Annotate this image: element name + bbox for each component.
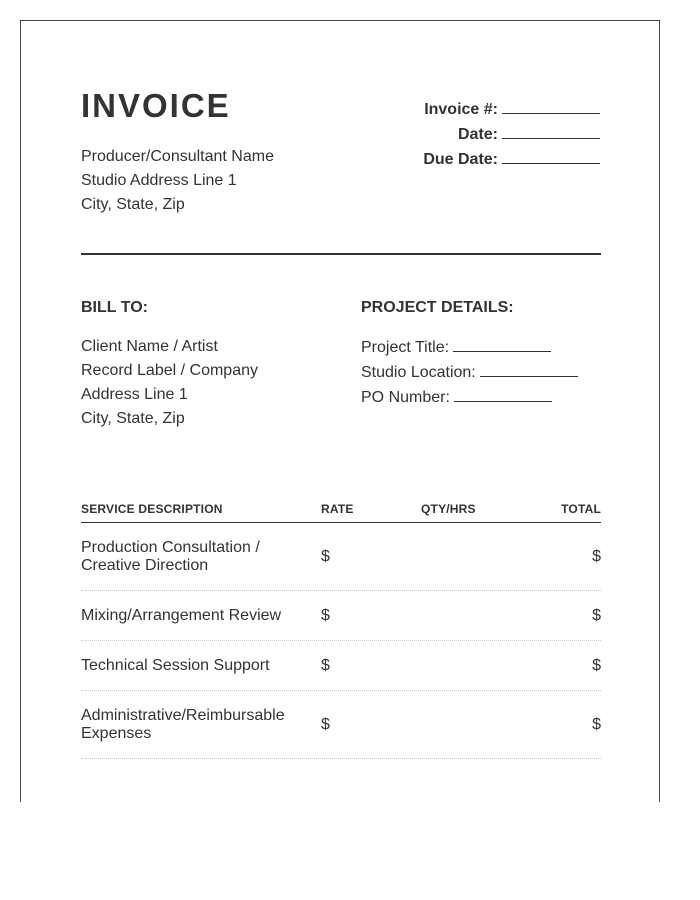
client-name: Client Name / Artist xyxy=(81,338,218,355)
invoice-page xyxy=(20,20,660,802)
sender-address-line: Studio Address Line 1 xyxy=(81,172,237,189)
row-total[interactable]: $ xyxy=(592,715,601,733)
table-row xyxy=(81,641,601,691)
invoice-date-label: Date: xyxy=(457,126,498,143)
due-date-field[interactable] xyxy=(502,147,600,164)
bill-to-heading: BILL TO: xyxy=(81,299,148,316)
row-total[interactable]: $ xyxy=(592,656,601,674)
table-header xyxy=(81,495,601,523)
sender-city-state-zip: City, State, Zip xyxy=(81,196,185,213)
bill-to-address xyxy=(81,335,258,431)
invoice-meta xyxy=(423,97,600,172)
column-header-total: TOTAL xyxy=(561,501,601,516)
table-row xyxy=(81,591,601,641)
row-total[interactable]: $ xyxy=(592,547,601,565)
column-header-description: SERVICE DESCRIPTION xyxy=(81,501,223,516)
table-row xyxy=(81,523,601,591)
header-divider xyxy=(81,253,601,255)
row-rate[interactable]: $ xyxy=(321,715,330,733)
row-rate[interactable]: $ xyxy=(321,547,330,565)
invoice-date-row xyxy=(423,122,600,147)
invoice-title: INVOICE xyxy=(81,87,231,124)
client-city-state-zip: City, State, Zip xyxy=(81,410,185,427)
row-description: Production Consultation / Creative Direction xyxy=(81,538,260,574)
due-date-row xyxy=(423,147,600,172)
project-details xyxy=(361,335,578,410)
invoice-date-field[interactable] xyxy=(502,122,600,139)
client-address-line: Address Line 1 xyxy=(81,386,188,403)
po-number-label: PO Number: xyxy=(361,389,450,406)
row-description: Administrative/Reimbursable Expenses xyxy=(81,706,285,742)
studio-location-field[interactable] xyxy=(480,360,578,377)
row-total[interactable]: $ xyxy=(592,606,601,624)
row-rate[interactable]: $ xyxy=(321,606,330,624)
client-company: Record Label / Company xyxy=(81,362,258,379)
column-header-qty: QTY/HRS xyxy=(421,501,476,516)
due-date-label: Due Date: xyxy=(423,151,498,168)
invoice-number-field[interactable] xyxy=(502,97,600,114)
row-rate[interactable]: $ xyxy=(321,656,330,674)
studio-location-label: Studio Location: xyxy=(361,364,476,381)
project-title-row xyxy=(361,335,578,360)
row-description: Mixing/Arrangement Review xyxy=(81,606,282,624)
project-title-field[interactable] xyxy=(453,335,551,352)
sender-address xyxy=(81,145,274,217)
project-title-label: Project Title: xyxy=(361,339,450,356)
sender-name: Producer/Consultant Name xyxy=(81,148,274,165)
po-number-row xyxy=(361,385,578,410)
invoice-number-row xyxy=(423,97,600,122)
project-details-heading: PROJECT DETAILS: xyxy=(361,299,514,316)
row-description: Technical Session Support xyxy=(81,656,270,674)
column-header-rate: RATE xyxy=(321,501,354,516)
po-number-field[interactable] xyxy=(454,385,552,402)
studio-location-row xyxy=(361,360,578,385)
services-table xyxy=(81,495,601,759)
table-row xyxy=(81,691,601,759)
invoice-number-label: Invoice #: xyxy=(424,101,498,118)
